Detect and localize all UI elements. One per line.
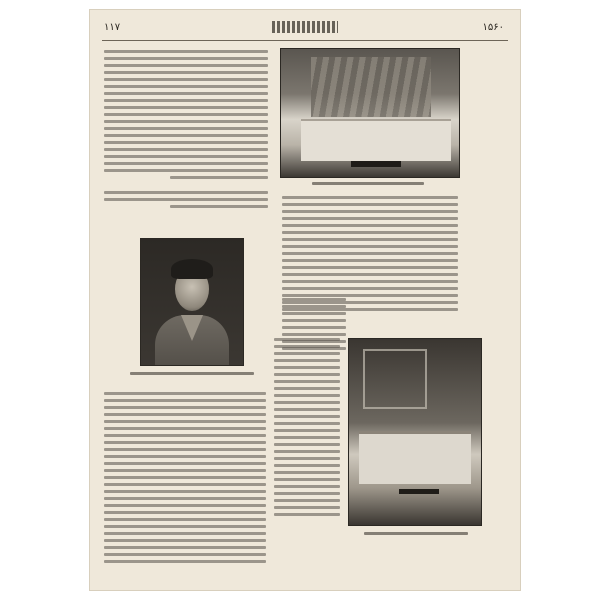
photo-inscription [351, 161, 401, 167]
text-line [104, 539, 266, 542]
text-line [274, 506, 340, 509]
text-column-center-lower [274, 338, 340, 520]
text-line [104, 455, 266, 458]
text-line [104, 406, 266, 409]
text-line [274, 429, 340, 432]
text-line [274, 485, 340, 488]
text-line [282, 312, 346, 315]
text-line [104, 434, 266, 437]
photo-inscription [399, 489, 439, 494]
mantelpiece [359, 431, 471, 484]
text-line [274, 380, 340, 383]
text-line [274, 436, 340, 439]
wall-frame [363, 349, 427, 409]
text-line [104, 57, 268, 60]
drapery [311, 57, 431, 117]
text-line [274, 478, 340, 481]
text-line [104, 148, 268, 151]
text-line [274, 394, 340, 397]
text-line [104, 511, 266, 514]
issue-number: ۱۵۶۰ [482, 22, 504, 33]
text-line [274, 387, 340, 390]
text-line [104, 392, 266, 395]
text-line [274, 513, 340, 516]
magazine-page [90, 10, 520, 590]
text-line [282, 326, 346, 329]
text-line [104, 546, 266, 549]
text-line [104, 71, 268, 74]
text-line [170, 176, 268, 179]
text-line [104, 462, 266, 465]
text-line [274, 366, 340, 369]
text-line [104, 490, 266, 493]
text-line [104, 99, 268, 102]
text-line [104, 85, 268, 88]
text-line [104, 64, 268, 67]
bedroom-photo-caption [312, 182, 424, 185]
text-line [104, 497, 266, 500]
text-line [104, 399, 266, 402]
text-line [282, 280, 458, 283]
text-line [104, 155, 268, 158]
text-line [282, 273, 458, 276]
text-line [104, 469, 266, 472]
text-line [104, 113, 268, 116]
text-line [274, 499, 340, 502]
text-line [282, 333, 346, 336]
text-line [104, 476, 266, 479]
text-line [104, 92, 268, 95]
text-line [282, 319, 346, 322]
text-line [274, 492, 340, 495]
text-line [282, 266, 458, 269]
text-line [104, 532, 266, 535]
text-line [274, 401, 340, 404]
text-line [282, 210, 458, 213]
fireplace-photo [348, 338, 482, 526]
text-line [104, 134, 268, 137]
text-line [104, 169, 268, 172]
text-line [274, 457, 340, 460]
text-line [282, 287, 458, 290]
text-line [274, 408, 340, 411]
text-line [104, 413, 266, 416]
text-line [274, 471, 340, 474]
text-line [104, 483, 266, 486]
portrait-photo [140, 238, 244, 366]
text-line [282, 196, 458, 199]
text-line [104, 525, 266, 528]
text-line [274, 443, 340, 446]
text-line [282, 224, 458, 227]
text-line [104, 427, 266, 430]
text-line [282, 259, 458, 262]
text-column-top-left [104, 50, 268, 212]
text-line [274, 359, 340, 362]
text-line [274, 338, 340, 341]
text-line [104, 78, 268, 81]
text-line [104, 106, 268, 109]
text-line [104, 518, 266, 521]
text-line [104, 198, 268, 201]
bedroom-photo [280, 48, 460, 178]
text-line [274, 345, 340, 348]
text-line [104, 50, 268, 53]
text-line [104, 448, 266, 451]
text-line [282, 252, 458, 255]
masthead-title [272, 21, 338, 33]
text-line [274, 373, 340, 376]
page-number: ۱۱۷ [104, 22, 121, 33]
text-line [170, 205, 268, 208]
text-line [282, 217, 458, 220]
text-line [104, 553, 266, 556]
text-line [104, 141, 268, 144]
text-line [274, 422, 340, 425]
text-line [282, 231, 458, 234]
text-line [282, 245, 458, 248]
text-line [104, 191, 268, 194]
text-line [282, 238, 458, 241]
text-line [274, 464, 340, 467]
portrait-headband [171, 259, 213, 279]
text-line [104, 420, 266, 423]
text-line [104, 120, 268, 123]
text-line [282, 305, 346, 308]
text-line [274, 352, 340, 355]
text-column-bottom-left [104, 392, 266, 567]
text-line [274, 450, 340, 453]
text-line [104, 127, 268, 130]
text-line [282, 298, 346, 301]
text-line [282, 203, 458, 206]
portrait-photo-caption [130, 372, 254, 375]
text-line [282, 294, 458, 297]
text-line [104, 441, 266, 444]
bed [301, 119, 451, 161]
fireplace-photo-caption [364, 532, 468, 535]
page-header [102, 18, 508, 41]
text-line [104, 504, 266, 507]
text-line [104, 560, 266, 563]
text-line [104, 162, 268, 165]
text-line [274, 415, 340, 418]
